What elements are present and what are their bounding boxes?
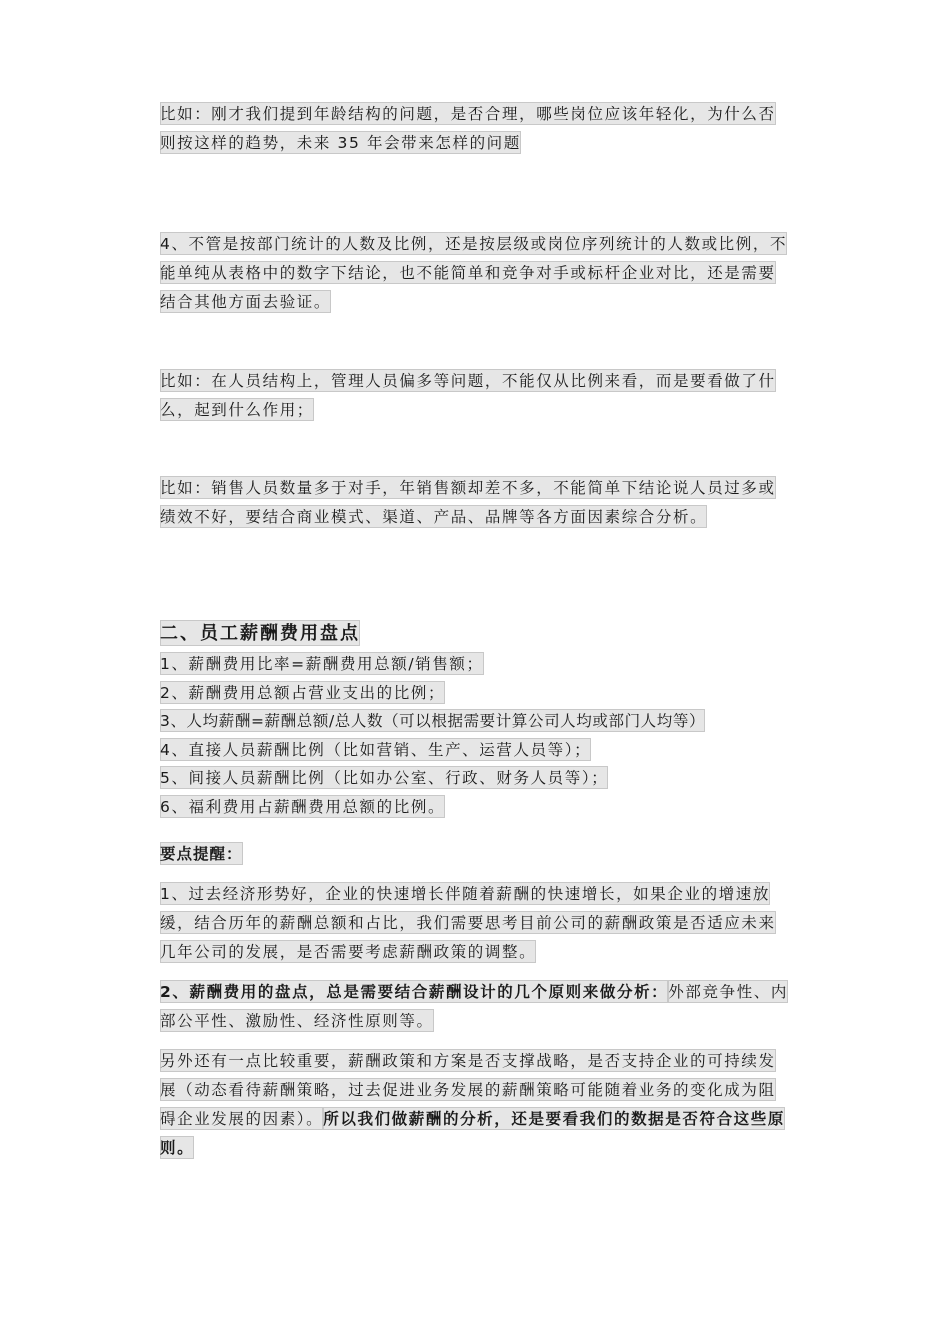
list-item	[160, 793, 790, 822]
key-points-heading	[160, 840, 790, 869]
list-item-text: 3、人均薪酬=薪酬总额/总人数（可以根据需要计算公司人均或部门人均等）	[160, 709, 705, 732]
salary-metrics-list	[160, 650, 790, 821]
paragraph-management-example	[160, 367, 790, 425]
list-item	[160, 679, 790, 708]
list-item-text: 6、福利费用占薪酬费用总额的比例。	[160, 795, 445, 818]
paragraph-point-4	[160, 230, 790, 317]
paragraph-text: 比如：在人员结构上，管理人员偏多等问题，不能仅从比例来看，而是要看做了什么，起到什么作用；	[160, 369, 776, 421]
list-item-text: 2、薪酬费用总额占营业支出的比例；	[160, 681, 445, 704]
paragraph-age-structure-example	[160, 100, 790, 158]
key-point-3-bold: 所以我们做薪酬的分析，还是要看我们的数据是否符合这些原则。	[160, 1107, 785, 1159]
key-point-2-rest: 外部竞争性、内部公平性、激励性、经济性原则等。	[160, 980, 788, 1032]
list-item	[160, 764, 790, 793]
key-point-3-plain: 另外还有一点比较重要，薪酬政策和方案是否支撑战略，是否支持企业的可持续发展（动态看待薪酬策略，过去促进业务发展的薪酬策略可能随着业务的变化成为阻碍企业发展的因素）。	[160, 1049, 776, 1130]
list-item	[160, 707, 790, 736]
list-item	[160, 650, 790, 679]
paragraph-text: 1、过去经济形势好，企业的快速增长伴随着薪酬的快速增长，如果企业的增速放缓，结合历年的薪酬总额和占比，我们需要思考目前公司的薪酬政策是否适应未来几年公司的发展，是否需要考虑薪酬政策的调整。	[160, 882, 776, 963]
list-item	[160, 736, 790, 765]
key-point-2-bold: 2、薪酬费用的盘点，总是需要结合薪酬设计的几个原则来做分析：	[160, 980, 668, 1003]
list-item-text: 1、薪酬费用比率=薪酬费用总额/销售额；	[160, 652, 484, 675]
paragraph-sales-example	[160, 474, 790, 532]
key-point-1	[160, 880, 790, 967]
paragraph-text: 比如：刚才我们提到年龄结构的问题，是否合理，哪些岗位应该年轻化，为什么否则按这样的趋势，未来 35 年会带来怎样的问题	[160, 102, 776, 154]
paragraph-text: 4、不管是按部门统计的人数及比例，还是按层级或岗位序列统计的人数或比例，不能单纯从表格中的数字下结论，也不能简单和竞争对手或标杆企业对比，还是需要结合其他方面去验证。	[160, 232, 787, 313]
list-item-text: 5、间接人员薪酬比例（比如办公室、行政、财务人员等）；	[160, 766, 608, 789]
section-heading	[160, 618, 360, 650]
key-point-3	[160, 1047, 790, 1163]
key-point-2	[160, 978, 790, 1036]
paragraph-text: 比如：销售人员数量多于对手，年销售额却差不多，不能简单下结论说人员过多或绩效不好，要结合商业模式、渠道、产品、品牌等各方面因素综合分析。	[160, 476, 776, 528]
section-heading-text: 二、员工薪酬费用盘点	[160, 620, 360, 646]
list-item-text: 4、直接人员薪酬比例（比如营销、生产、运营人员等）；	[160, 738, 591, 761]
key-points-title: 要点提醒：	[160, 842, 243, 865]
